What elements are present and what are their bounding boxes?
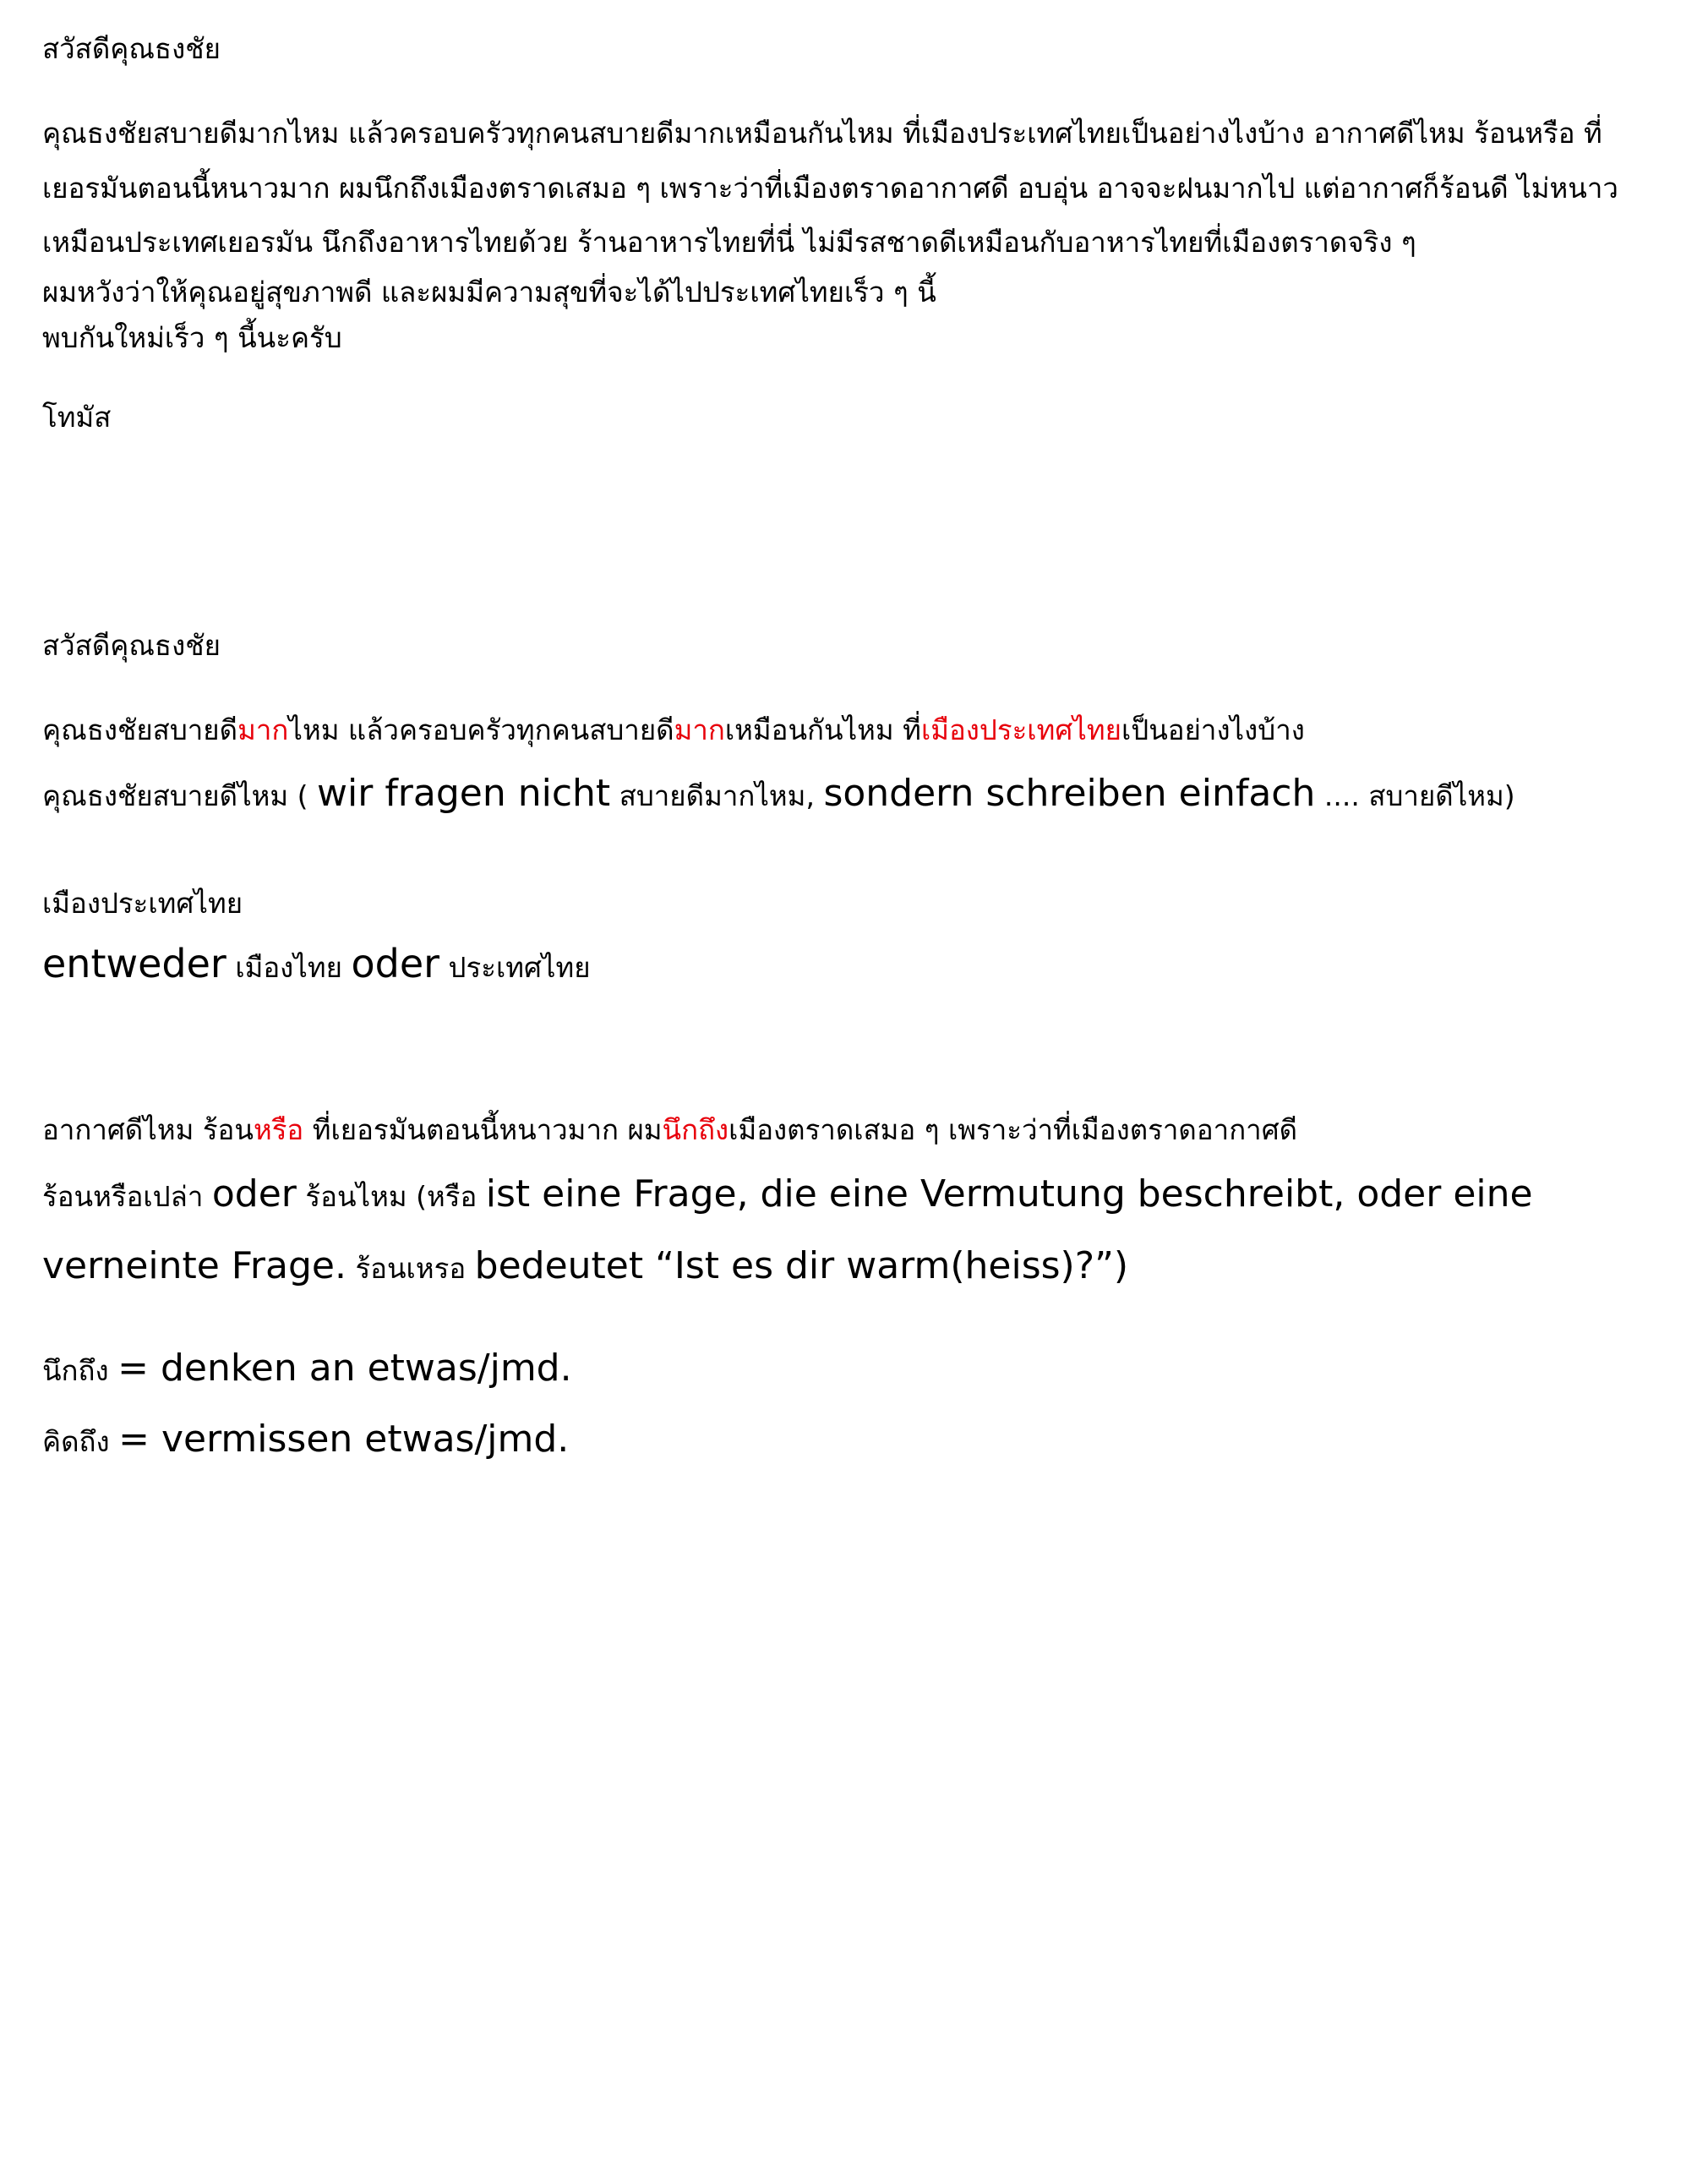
note3-thai-3: ร้อนเหรอ [355,1252,467,1286]
sentence1-highlight-3: เมืองประเทศไทย [920,713,1121,746]
sentence2-segment-3: เมืองตราดเสมอ ๆ เพราะว่าที่เมืองตราดอากาศดี [728,1113,1298,1147]
note1-thai-start: คุณธงชัยสบายดีไหม ( [42,779,308,813]
corrected-sentence-2 [42,1103,1657,1157]
letter-body-paragraph-3: พบกันใหม่เร็ว ๆ นี้นะครับ [42,320,342,354]
spacer [42,830,1657,881]
letter-body-paragraph-1: คุณธงชัยสบายดีมากไหม แล้วครอบครัวทุกคนสบายดีมากเหมือนกันไหม ที่เมืองประเทศไทยเป็นอย่างไงบ้าง อากาศดีไหม ร้อนหรือ ที่เยอรมันตอนนี้หนาวมาก ผมนึกถึงเมืองตราดเสมอ ๆ เพราะว่าที่เมืองตราดอากาศดี อบอุ่น อาจจะฝนมากไป แต่อากาศก็ร้อนดี ไม่หนาวเหมือนประเทศเยอรมัน นึกถึงอาหารไทยด้วย ร้านอาหารไทยที่นี่ ไม่มีรสชาดดีเหมือนกับอาหารไทยที่เมืองตราดจริง ๆ [42,117,1618,260]
corrections-greeting: สวัสดีคุณธงชัย [42,628,221,662]
note3-german-3: bedeutet “Ist es dir warm(heiss)?”) [474,1244,1129,1288]
note2-german-1: entweder [42,940,226,986]
note1-thai-mid: สบายดีมากไหม, [619,779,815,813]
note2-german-2: oder [351,940,440,986]
sentence2-highlight-1: หรือ [253,1113,304,1147]
sentence1-segment-3: เหมือนกันไหม ที่ [724,713,921,746]
definition-term: คิดถึง [42,1424,110,1458]
letter-greeting: สวัสดีคุณธงชัย [42,32,221,65]
spacer [42,76,1657,107]
spacer [42,360,1657,391]
correction-note-1 [42,757,1657,830]
sentence1-highlight-1: มาก [237,713,289,746]
definition-item [42,1404,1657,1475]
spacer [42,1002,1657,1103]
letter-body-paragraph-2: ผมหวังว่าให้คุณอยู่สุขภาพดี และผมมีความสุขที่จะได้ไปประเทศไทยเร็ว ๆ นี้ [42,276,936,309]
sentence2-segment-2: ที่เยอรมันตอนนี้หนาวมาก ผม [303,1113,663,1147]
note2-thai-1: เมืองไทย [235,950,342,984]
sentence1-segment-4: เป็นอย่างไงบ้าง [1121,713,1305,746]
correction-note-3 [42,1158,1657,1303]
corrections-heading-2: เมืองประเทศไทย [42,887,243,921]
corrected-sentence-1 [42,703,1657,757]
sentence2-highlight-2: นึกถึง [662,1113,729,1147]
note2-thai-2: ประเทศไทย [448,950,591,984]
definition-meaning: = denken an etwas/jmd. [117,1347,572,1390]
sentence1-highlight-2: มาก [674,713,725,746]
note1-german-1: wir fragen nicht [317,772,611,816]
spacer [42,1303,1657,1333]
note3-thai-2: ร้อนไหม (หรือ [305,1179,477,1213]
spacer [42,673,1657,703]
sentence2-segment-1: อากาศดีไหม ร้อน [42,1113,254,1147]
note3-thai-1: ร้อนหรือเปล่า [42,1179,204,1213]
note1-german-2: sondern schreiben einfach [823,772,1316,816]
definition-item [42,1333,1657,1404]
note3-german-1: oder [211,1172,297,1216]
correction-note-2 [42,926,1657,1003]
letter-signature: โทมัส [42,401,112,434]
note1-thai-end: .... สบายดีไหม) [1323,779,1515,813]
definition-term: นึกถึง [42,1354,109,1388]
sentence1-segment-1: คุณธงชัยสบายดี [42,713,238,746]
note3-german-2: ist eine Frage, die eine Vermutung beschreibt, oder eine verneinte Frage. [42,1172,1533,1288]
spacer [42,445,1657,619]
definition-meaning: = vermissen etwas/jmd. [118,1417,570,1461]
sentence1-segment-2: ไหม แล้วครอบครัวทุกคนสบายดี [288,713,674,746]
